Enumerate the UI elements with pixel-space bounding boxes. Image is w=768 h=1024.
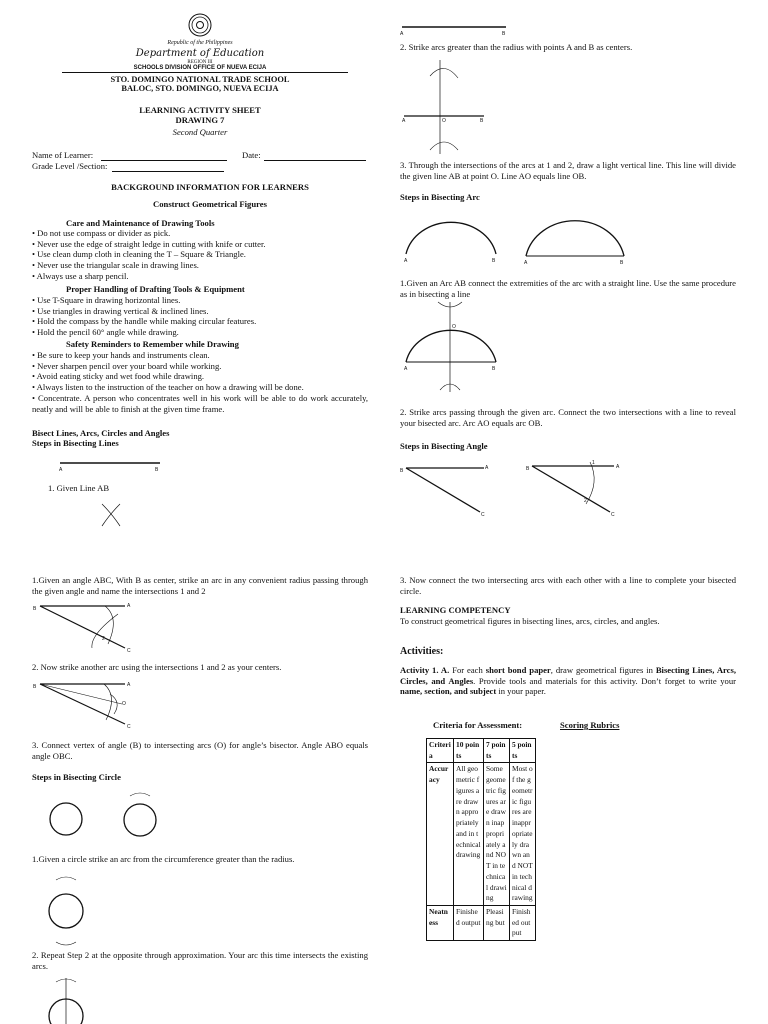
angle-figure-right-1 [398,462,492,518]
bisect-line-figure [400,58,490,156]
criteria-label: Criteria for Assessment: [433,720,523,730]
list-item: • Hold the compass by the handle while making circular features. [32,316,257,327]
school-address: BALOC, STO. DOMINGO, NUEVA ECIJA [121,84,279,93]
bisect-title: Bisect Lines, Arcs, Circles and Angles [32,428,170,438]
school-name: STO. DOMINGO NATIONAL TRADE SCHOOL [110,75,290,84]
angle-title: Steps in Bisecting Angle [400,441,488,451]
care-title: Care and Maintenance of Drawing Tools [66,218,215,228]
lines-step-3: 3. Through the intersections of the arcs at 1 and 2, draw a light vertical line. This line will divide the given line AB at point O. Line AO equals line OB. [400,160,736,181]
region-text: REGION III [187,60,213,65]
arc-figure-3 [400,298,500,394]
arc-title: Steps in Bisecting Arc [400,192,480,202]
svg-text:A: A [402,118,406,124]
handling-title: Proper Handling of Drafting Tools & Equipment [66,284,245,294]
line-ab-figure [398,22,510,36]
header-cell: Criteria [427,739,454,763]
list-item: • Use T-Square in drawing horizontal lines. [32,295,181,305]
table-cell: Neatness [427,906,454,941]
quarter-text: Second Quarter [172,127,228,137]
department-text: Department of Education [135,48,265,59]
grade-section-field[interactable] [112,171,224,172]
svg-text:B: B [526,466,530,472]
svg-text:O: O [122,701,126,707]
svg-text:C: C [127,648,131,654]
learner-name-label: Name of Learner: [32,150,94,160]
svg-text:O: O [452,324,456,330]
svg-text:C: C [481,512,485,518]
header-cell: 5 points [510,739,536,763]
activity-text: Activity 1. A. For each short bond paper, draw geometrical figures in Bisecting Lines, Arcs, Circles, and Angles. Provide tools and materials for this activity. Don’t forget to write your name, section, and subject in your paper. [400,665,736,697]
arc-figure-2 [520,206,630,266]
svg-text:A: A [404,366,408,372]
svg-text:A: A [524,260,528,266]
angle-step-3: 3. Connect vertex of angle (B) to intersecting arcs (O) for angle’s bisector. Angle ABO equals angle OBC. [32,740,368,761]
table-cell: Pleasing but [484,906,510,941]
list-item: • Do not use compass or divider as pick. [32,228,171,238]
activity-label: Activity 1. A. [400,665,450,675]
lines-step-1: 1. Given Line AB [48,483,110,493]
svg-text:C: C [127,724,131,730]
division-text: SCHOOLS DIVISION OFFICE OF NUEVA ECIJA [133,65,267,71]
arc-step-2: 2. Strike arcs passing through the given arc. Connect the two intersections with a line to reveal your bisected arc. Arc AO equals arc OB. [400,407,736,428]
svg-text:1: 1 [592,460,595,466]
svg-text:A: A [616,464,620,470]
svg-text:B: B [492,366,496,372]
bisect-lines-title: Steps in Bisecting Lines [32,438,119,448]
angle-figure-right-2 [524,460,624,518]
list-item: • Be sure to keep your hands and instruments clean. [32,350,210,360]
svg-text:2: 2 [584,498,587,504]
republic-text: Republic of the Philippines [167,40,233,46]
svg-text:2: 2 [102,636,105,642]
table-cell: Some geometric figures are drawn inappropriately and NOT in technical drawing [484,763,510,906]
subject-title: DRAWING 7 [175,115,225,125]
svg-text:A: A [59,467,63,473]
angle-figure-1 [30,600,140,656]
svg-text:O: O [442,118,446,124]
sheet-title: LEARNING ACTIVITY SHEET [139,105,261,115]
svg-text:C: C [611,512,615,518]
grade-label: Grade Level /Section: [32,161,108,171]
header-rule [62,72,348,73]
header-cell: 10 points [454,739,484,763]
safety-title: Safety Reminders to Remember while Drawing [66,339,239,349]
svg-text:A: A [404,258,408,264]
circle-step-1: 1.Given a circle strike an arc from the circumference greater than the radius. [32,854,295,864]
svg-text:B: B [155,467,159,473]
svg-text:B: B [400,468,404,474]
competency-text: To construct geometrical figures in bisecting lines, arcs, circles, and angles. [400,616,660,626]
competency-title: LEARNING COMPETENCY [400,605,511,615]
circle-figure-1 [46,798,86,840]
circle-title: Steps in Bisecting Circle [32,772,121,782]
table-cell: Finished output [510,906,536,941]
list-item: • Use triangles in drawing vertical & inclined lines. [32,305,209,316]
list-item: • Use clean dump cloth in cleaning the T – Square & Triangle. [32,249,246,260]
date-field[interactable] [264,160,366,161]
angle-figure-2 [30,680,140,732]
table-cell: All geometric figures are drawn appropriately and in technical drawing [454,763,484,906]
list-item: • Hold the pencil 60° angle while drawing. [32,327,179,338]
table-row [427,763,536,906]
list-item: • Never sharpen pencil over your board while working. [32,360,222,371]
background-title: BACKGROUND INFORMATION FOR LEARNERS [111,182,309,192]
learner-name-field[interactable] [101,160,227,161]
arc-step-1: 1.Given an Arc AB connect the extremities of the arc with a straight line. Use the same procedure as in bisecting a line [400,278,736,299]
deped-seal [188,13,212,37]
header-cell: 7 points [484,739,510,763]
background-subtitle: Construct Geometrical Figures [153,199,267,209]
svg-text:A: A [127,603,131,609]
arc-figure-1 [400,206,500,264]
circle-step-2: 2. Repeat Step 2 at the opposite through approximation. Your arc this time intersects the existing arcs. [32,950,368,971]
care-list [32,228,372,282]
circle-figure-3 [44,874,88,948]
svg-text:A: A [127,682,131,688]
list-item: • Always listen to the instruction of the teacher on how a drawing will be done. [32,382,304,393]
activities-title: Activities: [400,646,444,657]
lines-step-2: 2. Strike arcs greater than the radius with points A and B as centers. [400,42,633,52]
list-item: • Never use the edge of straight ledge in cutting with knife or cutter. [32,238,266,249]
date-label: Date: [242,150,261,160]
table-cell: Finished output [454,906,484,941]
list-item: • Never use the triangular scale in drawing lines. [32,260,199,271]
table-row [427,906,536,941]
svg-text:B: B [502,31,506,37]
svg-text:A: A [400,31,404,37]
svg-text:A: A [485,465,489,471]
svg-text:B: B [620,260,624,266]
list-item: • Avoid eating sticky and wet food while drawing. [32,371,205,382]
arc-cross-figure [98,502,124,528]
list-item: • Always use a sharp pencil. [32,270,129,281]
safety-list [32,350,368,414]
circle-figure-4 [44,976,88,1024]
svg-text:B: B [480,118,484,124]
angle-step-2: 2. Now strike another arc using the intersections 1 and 2 as your centers. [32,662,282,672]
given-line-figure [55,458,165,472]
svg-text:B: B [33,606,37,612]
table-cell: Accuracy [427,763,454,906]
table-cell: Most of the geometric figures are inappropriately drawn and NOT in technical drawing [510,763,536,906]
rubrics-label: Scoring Rubrics [560,720,620,730]
angle-step-3-right: 3. Now connect the two intersecting arcs with each other with a line to complete your bisected circle. [400,575,736,596]
svg-text:B: B [33,684,37,690]
angle-step-1: 1.Given an angle ABC, With B as center, strike an arc in any convenient radius passing through the given angle and name the intersections 1 and 2 [32,575,368,596]
handling-list [32,295,372,338]
circle-figure-2 [118,790,162,842]
svg-text:B: B [492,258,496,264]
rubric-table [426,738,536,941]
table-header-row [427,739,536,763]
list-item: • Concentrate. A person who concentrates well in his work will be able to do work accurately, neatly and will be able to finish at the given time frame. [32,392,368,414]
